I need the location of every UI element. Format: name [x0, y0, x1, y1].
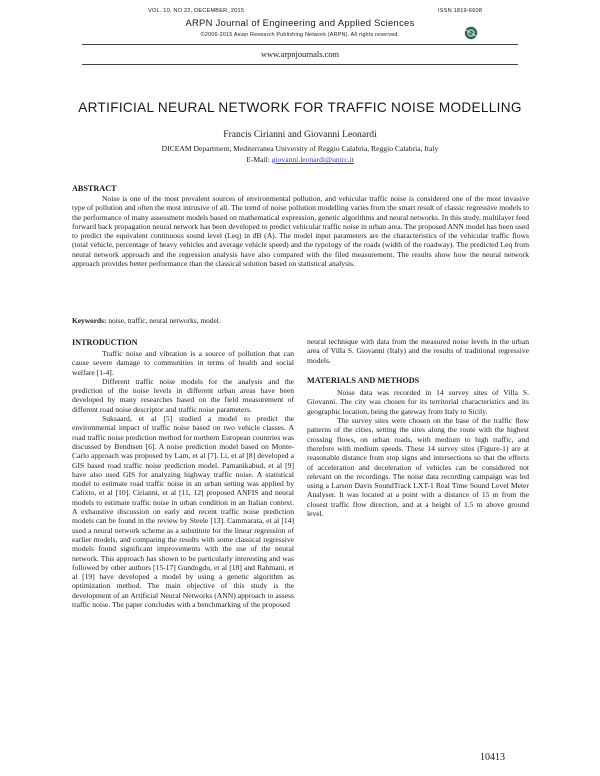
issn: ISSN 1819-6608 — [438, 8, 483, 14]
email-line — [0, 155, 600, 164]
intro-column — [72, 349, 294, 609]
paper-title: ARTIFICIAL NEURAL NETWORK FOR TRAFFIC NOISE MODELLING — [78, 100, 522, 115]
keywords-label: Keywords: — [72, 316, 107, 325]
abstract-body — [72, 194, 529, 268]
methods-paragraph: Noise data was recorded in 14 survey sites of Villa S. Giovanni. The city was chosen for its territorial characteristics and its geographic location, being the gateway from Italy to Sicily. — [307, 388, 529, 416]
intro-paragraph: Different traffic noise models for the analysis and the prediction of the noise levels in different urban areas have been developed by many researches based on the field measurement of different road noise descriptor and traffic noise parameters. — [72, 376, 294, 414]
authors: Francis Cirianni and Giovanni Leonardi — [223, 129, 377, 140]
journal-url[interactable]: www.arpnjournals.com — [260, 50, 340, 59]
intro-continuation: neural technique with data from the measured noise levels in the urban area of Villa S. Giovanni (Italy) and the results of traditional regressive models. — [307, 337, 529, 365]
page-number: 10413 — [480, 752, 505, 763]
volume-info: VOL. 10, NO 22, DECEMBER, 2015 — [148, 8, 245, 14]
copyright-notice: ©2006-2015 Asian Research Publishing Network (ARPN). All rights reserved. — [200, 32, 400, 38]
email-label: E-Mail: — [246, 155, 272, 164]
methods-paragraph: The survey sites were chosen on the base of the traffic flow patterns of the cities, setting the sites along the route with the highest crossing flows, on urban roads, with medium to high traffic, and therefore with medium speeds. These 14 survey sites (Figure-1) are at reasonable distance from stop signs and intersections so that the effects of acceleration and deceleration of vehicles can be considered not relevant on the recordings. The noise data recording campaign was led using a Larson Davis SoundTrack LXT-1 Real Time Sound Level Meter Analyser. It was located at a point with a distance of 15 m from the closest traffic flow direction, and at a height of 1.5 m above ground level. — [307, 416, 529, 519]
header-rule-top — [82, 44, 518, 45]
intro-heading: INTRODUCTION — [72, 338, 138, 347]
abstract-heading: ABSTRACT — [72, 184, 117, 193]
abstract-text: Noise is one of the most prevalent sources of environmental pollution, and vehicular traffic noise is considered one of the most invasive type of pollution and often the most intrusive of all. The trend of noise pollution modelling varies from the smart result of classic regressive models to the performance of many assessment models based on mathematical expression, genetic algorithms and neural networks. In this study, multilayer feed forward back propagation neural network has been developed to predict vehicular traffic noise in urban area. The proposed ANN model has been used to predict the equivalent continuous sound level (Leq) in dB (A). The model input parameters are the characteristics of the vehicular traffic flows (total vehicle, percentage of heavy vehicles and average vehicle speed) and the typology of the roads (width of the roadway). The predicted Leq from neural network approach and the regression analysis have also compared with the filed measurement. The results show how the neural network approach provides better performance than the classical solution based on statistical analysis. — [72, 194, 529, 269]
intro-paragraph: Suksaard, et al [5] studied a model to predict the environmental impact of traffic noise based on two vehicle classes. A road traffic noise prediction method for northern European countries was discussed by Bendtsen [6]. A noise prediction model based on Monte-Carlo approach was proposed by Lam, et al [7]. Li, et al [8] developed a GIS based road traffic noise prediction model. Pamanikabud, et al [9] have also used GIS for analyzing highway traffic noise. A statistical model to estimate road traffic noise in an urban setting was applied by Calixto, et al [10]. Cirianni, et al [11, 12] proposed ANFIS and neural models to estimate traffic noise in urban condition in an Italian context. A exhaustive discussion on early and recent traffic noise prediction models can be found in the review by Steele [13]. Cammarata, et al [14] used a neural network scheme as a substitute for the linear regression of earlier models, and comparing the results with some classical regressive models found significant improvements with the use of the neural network. This approach has shown to be particularly interesting and was followed by other authors [15-17] Gundogdu, et al [18] and Rahmani, et al [19] have developed a model by using a genetic algorithm as optimization method. The main objective of this study is the development of an Artificial Neural Networks (ANN) approach to assess traffic noise. The paper concludes with a benchmarking of the proposed — [72, 414, 294, 610]
journal-logo-icon — [464, 25, 478, 41]
email-link[interactable]: giovanni.leonardi@unirc.it — [271, 155, 354, 164]
keywords-text: noise, traffic, neural networks, model. — [106, 316, 221, 325]
intro-paragraph: Traffic noise and vibration is a source of pollution that can cause severe damage to communities in terms of health and social welfare [1-4]. — [72, 349, 294, 377]
right-column — [307, 337, 529, 518]
affiliation: DICEAM Department, Mediterranea University of Reggio Calabria, Reggio Calabria, Italy — [161, 144, 439, 153]
methods-heading: MATERIALS AND METHODS — [307, 375, 420, 385]
journal-name: ARPN Journal of Engineering and Applied Sciences — [185, 17, 415, 28]
keywords — [72, 316, 221, 325]
header-rule-bottom — [82, 64, 518, 65]
